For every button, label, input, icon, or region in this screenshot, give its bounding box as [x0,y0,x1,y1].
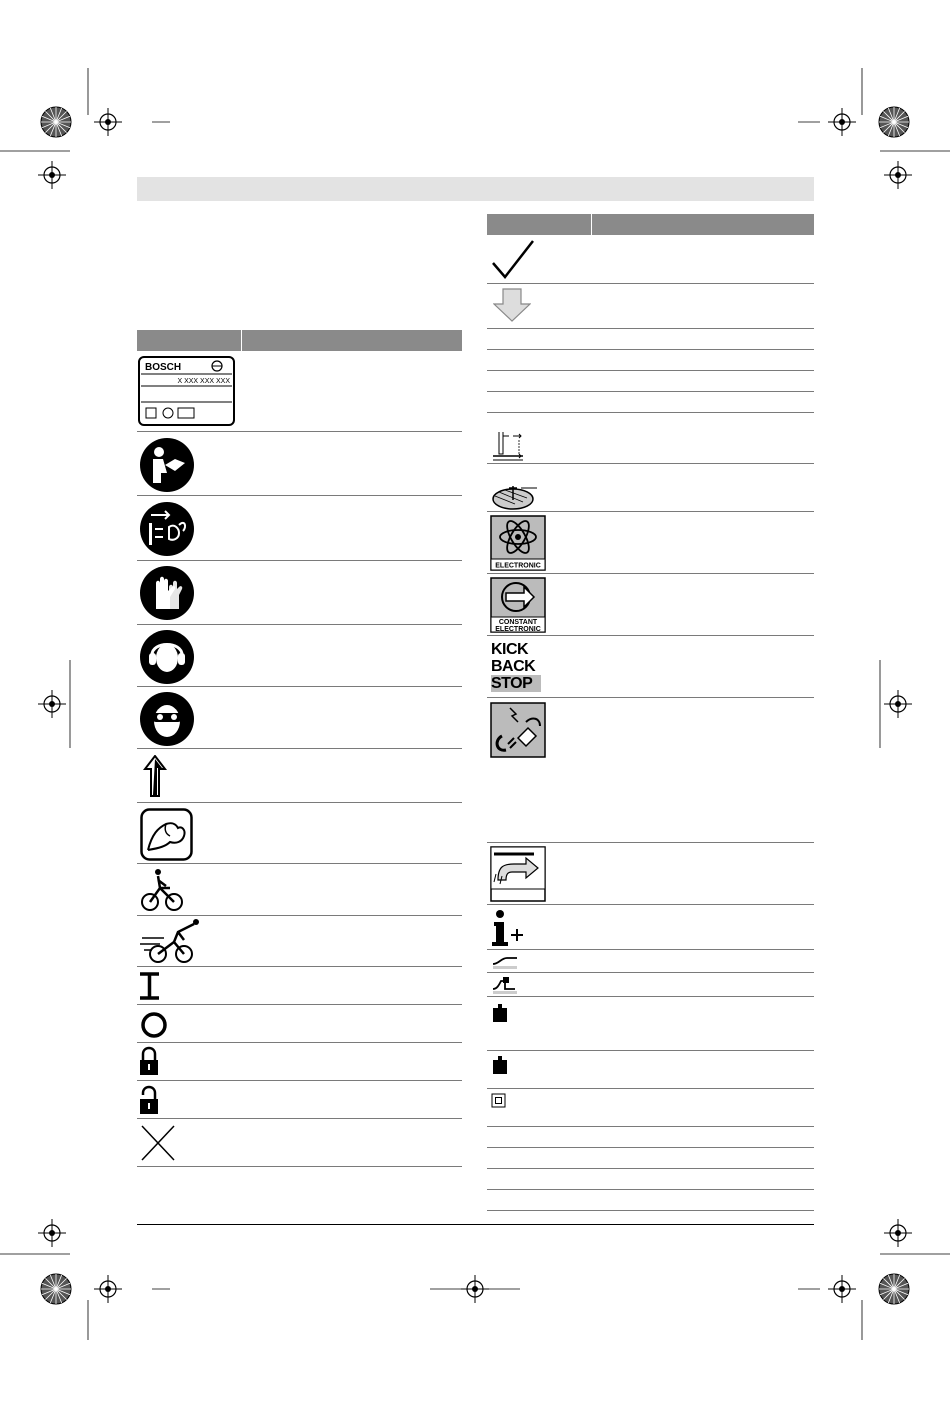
table-row [137,915,462,916]
table-row [487,349,814,350]
table-row [487,1210,814,1211]
fast-bicycle-icon [140,918,202,964]
table-row [487,697,814,698]
read-manual-icon [139,437,195,493]
table-row [487,328,814,329]
table-row [137,863,462,864]
check-icon [491,239,535,281]
weight-icon [491,1003,509,1023]
on-switch-icon [139,972,161,1000]
table-row [137,1042,462,1043]
table-row [487,283,814,284]
locked-icon [139,1046,159,1076]
table-row [137,431,462,432]
table-row [487,1189,814,1190]
table-row [137,1166,462,1167]
table-row [137,1118,462,1119]
right-table-header [487,214,814,235]
table-row [137,802,462,803]
table-row [137,748,462,749]
table-row [487,1147,814,1148]
table-row [137,560,462,561]
table-row [137,624,462,625]
arrow-down-icon [493,288,531,322]
table-row [487,1126,814,1127]
weight-small-icon [491,1055,509,1075]
table-row [487,511,814,512]
cut-depth-icon [491,430,525,462]
unlocked-icon [139,1085,159,1115]
table-row [137,966,462,967]
kick-label-line3: STOP [491,675,541,692]
brake-icon [491,975,519,995]
cross-icon [140,1124,176,1162]
table-row [487,1168,814,1169]
table-row [487,573,814,574]
nameplate-number: X XXX XXX XXX [177,378,230,385]
table-row [487,370,814,371]
table-row [487,412,814,413]
table-row [487,463,814,464]
table-row [137,1080,462,1081]
footer-rule [137,1224,814,1225]
constant-label-line2: ELECTRONIC [495,626,541,633]
soft-start-icon [491,952,519,970]
left-table-header [137,330,462,351]
kick-label-line1: KICK [491,641,529,658]
ear-protection-icon [139,629,195,685]
table-row [487,996,814,997]
kick-label-line2: BACK [491,658,536,675]
table-row [137,686,462,687]
off-switch-icon [140,1011,168,1039]
strength-icon [140,808,193,861]
eye-protection-icon [139,691,195,747]
table-row [487,1088,814,1089]
constant-label-line1: CONSTANT [498,619,538,626]
slow-bicycle-icon [140,868,184,912]
table-row [487,904,814,905]
electronic-icon [490,515,546,571]
electronic-label: ELECTRONIC [495,562,541,570]
nameplate-brand: BOSCH [145,362,182,373]
table-row [137,495,462,496]
kickback-stop-icon [491,641,543,692]
class-two-icon [491,1093,507,1109]
page-header-bar [137,177,814,201]
guide-icon [490,846,546,902]
nameplate-icon [138,356,235,426]
constant-electronic-icon [490,577,546,633]
table-row [487,972,814,973]
gloves-icon [139,565,195,621]
arrow-up-icon [143,755,168,797]
table-row [487,635,814,636]
table-row [487,391,814,392]
table-row [487,1050,814,1051]
unplug-icon [139,501,195,557]
table-row [137,1004,462,1005]
plug-icon [490,702,546,758]
disc-icon [491,482,539,510]
table-row [487,842,814,843]
info-plus-icon [491,909,527,947]
table-row [487,949,814,950]
